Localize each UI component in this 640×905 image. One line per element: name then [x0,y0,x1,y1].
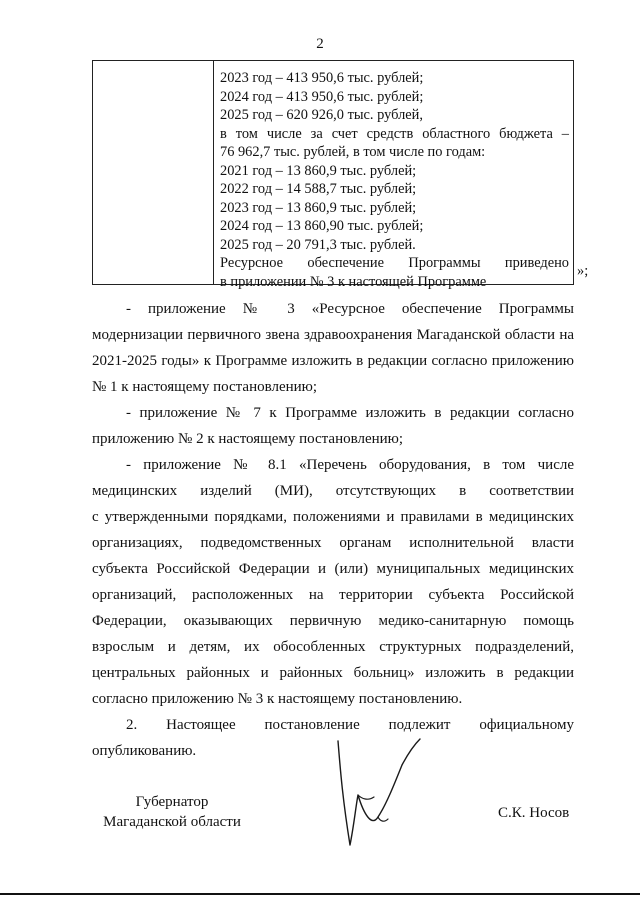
table-cell-funding [220,69,569,291]
text-line: взрослым и детям, их обособленных структурных подразделений, [92,639,574,655]
paragraph-appendix-3 [92,296,574,400]
position-line: Магаданской области [103,814,241,830]
table-line: 2022 год – 14 588,7 тыс. рублей; [220,181,417,197]
text-line: организациях, подведомственных органам исполнительной власти [92,535,574,551]
table-line: 2024 год – 413 950,6 тыс. рублей; [220,88,424,105]
signatory-position [92,792,252,832]
table-column-divider [213,61,214,284]
text-line: - приложение № 3 «Ресурсное обеспечение Программы [126,301,574,317]
text-line: Федерации, оказывающих первичную медико-санитарную помощь [92,613,574,629]
text-line: 2021-2025 годы» к Программе изложить в редакции согласно приложению [92,353,574,369]
table-line: 2024 год – 13 860,90 тыс. рублей; [220,218,424,234]
table-line: в том числе за счет средств областного бюджета – [220,125,569,142]
table-line: 2023 год – 13 860,9 тыс. рублей; [220,199,417,216]
text-line: модернизации первичного звена здравоохранения Магаданской области на [92,327,574,343]
bottom-rule [0,893,640,895]
table-line: Ресурсное обеспечение Программы приведено [220,255,569,271]
resource-table [92,60,574,290]
table-line: 76 962,7 тыс. рублей, в том числе по годам: [220,144,486,160]
text-line: приложению № 2 к настоящему постановлению; [92,431,404,447]
text-line: с утвержденными порядками, положениями и правилами в медицинских [92,509,574,525]
paragraph-appendix-8-1 [92,452,574,712]
page-number: 2 [316,36,324,52]
text-line: согласно приложению № 3 к настоящему постановлению. [92,691,463,707]
position-line: Губернатор [135,794,209,810]
text-line: 2. Настоящее постановление подлежит официальному [126,717,574,733]
table-line: в приложении № 3 к настоящей Программе [220,273,487,290]
closing-quote: »; [577,263,589,279]
table-line: 2023 год – 413 950,6 тыс. рублей; [220,70,424,86]
text-line: субъекта Российской Федерации и (или) муниципальных медицинских [92,561,574,577]
paragraph-appendix-7 [92,400,574,452]
text-line: медицинских изделий (МИ), отсутствующих в соответствии [92,483,574,499]
signatory-name: С.К. Носов [498,805,570,821]
text-line: опубликованию. [92,743,197,759]
text-line: - приложение № 7 к Программе изложить в редакции согласно [126,405,574,421]
table-line: 2025 год – 620 926,0 тыс. рублей, [220,107,423,123]
text-line: № 1 к настоящему постановлению; [92,379,318,395]
handwritten-signature [320,735,440,855]
text-line: организаций, расположенных на территории субъекта Российской [92,587,574,603]
text-line: - приложение № 8.1 «Перечень оборудования, в том числе [126,457,574,473]
table-line: 2025 год – 20 791,3 тыс. рублей. [220,236,416,253]
table-line: 2021 год – 13 860,9 тыс. рублей; [220,162,417,179]
text-line: центральных районных и районных больниц» изложить в редакции [92,665,574,681]
